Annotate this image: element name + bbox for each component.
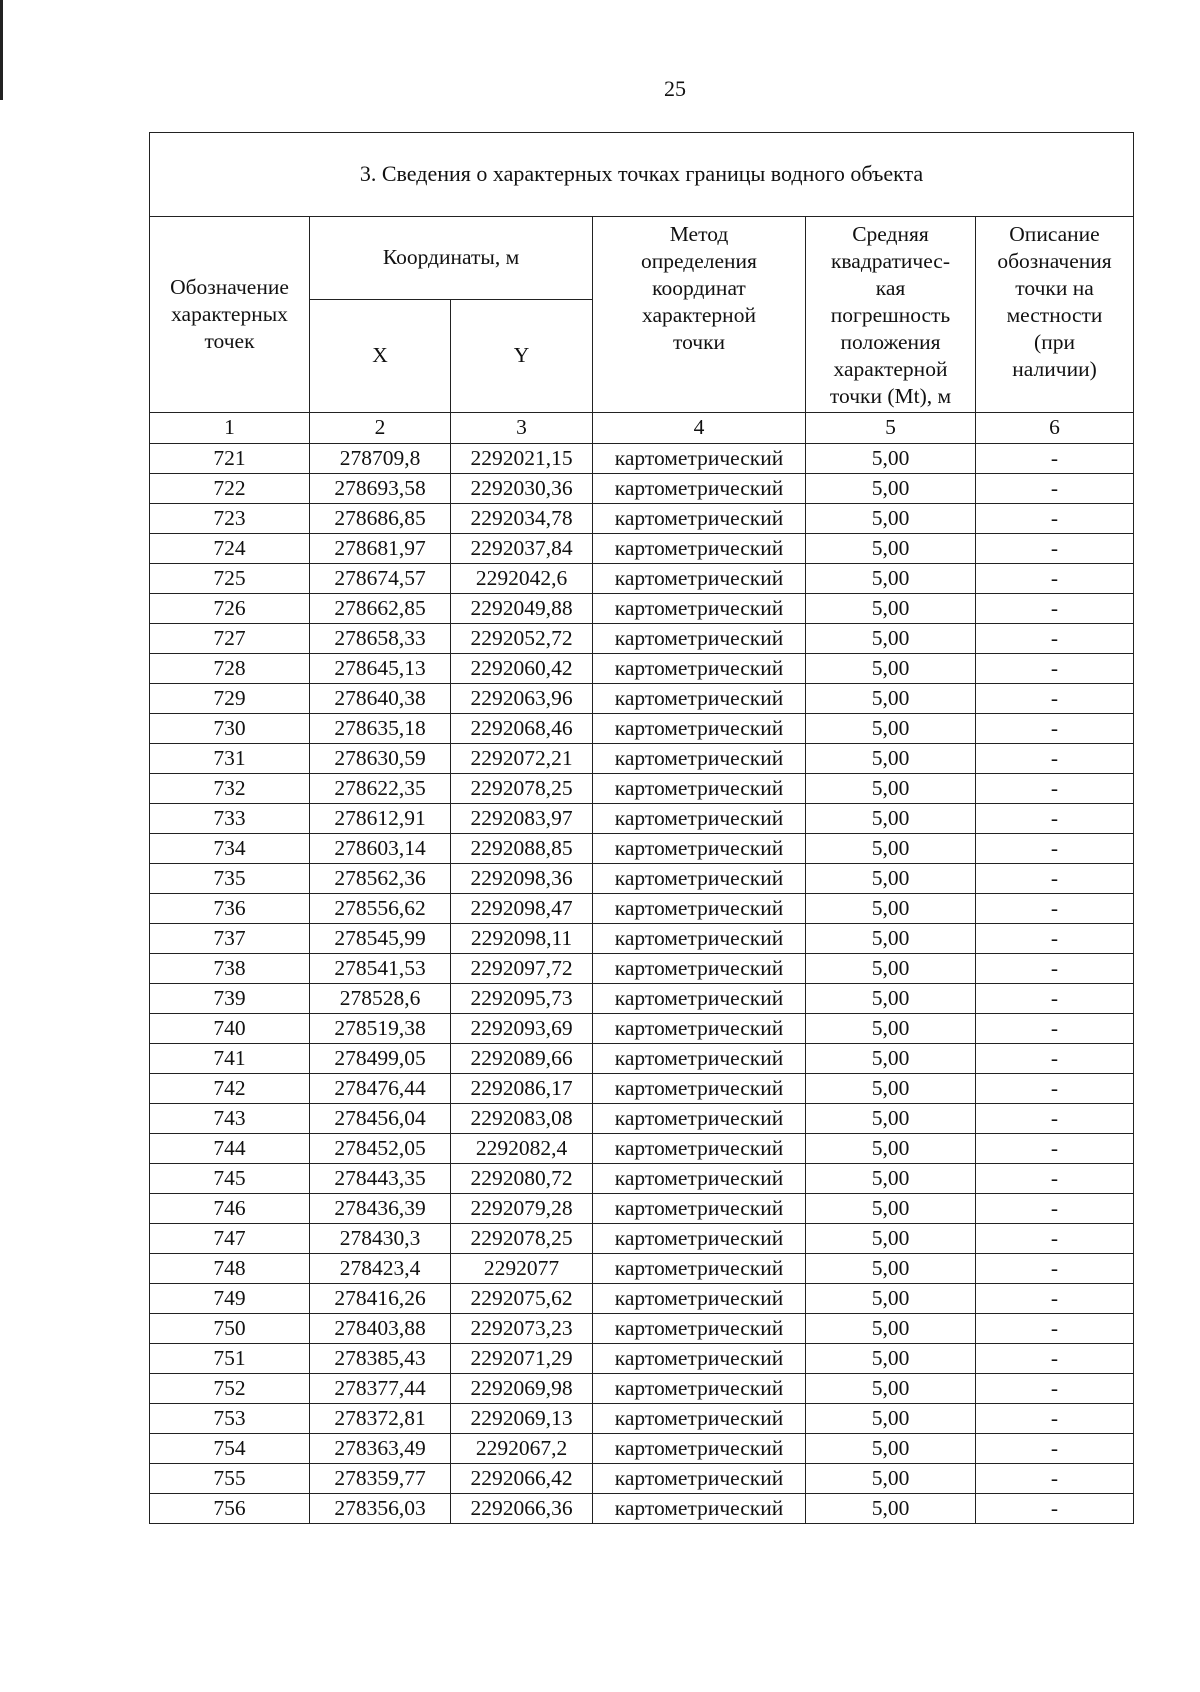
mt-error-cell: 5,00 [806, 1104, 976, 1134]
method-cell: картометрический [593, 684, 806, 714]
x-coordinate-cell: 278519,38 [310, 1014, 451, 1044]
point-id-cell: 735 [150, 864, 310, 894]
x-coordinate-cell: 278528,6 [310, 984, 451, 1014]
table-row [150, 1104, 1134, 1134]
x-coordinate-cell: 278452,05 [310, 1134, 451, 1164]
column-number: 4 [593, 413, 806, 444]
column-number: 6 [976, 413, 1134, 444]
y-coordinate-cell: 2292082,4 [451, 1134, 593, 1164]
method-cell: картометрический [593, 1014, 806, 1044]
x-coordinate-cell: 278363,49 [310, 1434, 451, 1464]
description-cell: - [976, 1314, 1134, 1344]
mt-error-cell: 5,00 [806, 714, 976, 744]
description-cell: - [976, 1494, 1134, 1524]
description-cell: - [976, 1464, 1134, 1494]
description-cell: - [976, 624, 1134, 654]
method-cell: картометрический [593, 1104, 806, 1134]
method-cell: картометрический [593, 1164, 806, 1194]
description-cell: - [976, 1164, 1134, 1194]
x-coordinate-cell: 278385,43 [310, 1344, 451, 1374]
y-coordinate-cell: 2292068,46 [451, 714, 593, 744]
point-id-cell: 753 [150, 1404, 310, 1434]
y-coordinate-cell: 2292077 [451, 1254, 593, 1284]
x-coordinate-cell: 278562,36 [310, 864, 451, 894]
point-id-cell: 739 [150, 984, 310, 1014]
point-id-cell: 728 [150, 654, 310, 684]
method-cell: картометрический [593, 594, 806, 624]
header-description-line: (при [1034, 330, 1075, 354]
y-coordinate-cell: 2292069,98 [451, 1374, 593, 1404]
mt-error-cell: 5,00 [806, 894, 976, 924]
mt-error-cell: 5,00 [806, 1254, 976, 1284]
table-body [150, 444, 1134, 1524]
y-coordinate-cell: 2292098,47 [451, 894, 593, 924]
description-cell: - [976, 1374, 1134, 1404]
point-id-cell: 736 [150, 894, 310, 924]
description-cell: - [976, 804, 1134, 834]
method-cell: картометрический [593, 894, 806, 924]
table-row [150, 834, 1134, 864]
description-cell: - [976, 714, 1134, 744]
header-description-line: точки на [1015, 276, 1094, 300]
y-coordinate-cell: 2292083,97 [451, 804, 593, 834]
table-row [150, 774, 1134, 804]
table-row [150, 1134, 1134, 1164]
mt-error-cell: 5,00 [806, 444, 976, 474]
point-id-cell: 750 [150, 1314, 310, 1344]
table-row [150, 1344, 1134, 1374]
y-coordinate-cell: 2292079,28 [451, 1194, 593, 1224]
point-id-cell: 744 [150, 1134, 310, 1164]
y-coordinate-cell: 2292067,2 [451, 1434, 593, 1464]
column-number: 1 [150, 413, 310, 444]
y-coordinate-cell: 2292098,11 [451, 924, 593, 954]
mt-error-cell: 5,00 [806, 1224, 976, 1254]
x-coordinate-cell: 278416,26 [310, 1284, 451, 1314]
mt-error-cell: 5,00 [806, 594, 976, 624]
point-id-cell: 734 [150, 834, 310, 864]
y-coordinate-cell: 2292095,73 [451, 984, 593, 1014]
point-id-cell: 726 [150, 594, 310, 624]
table-row [150, 474, 1134, 504]
description-cell: - [976, 684, 1134, 714]
x-coordinate-cell: 278499,05 [310, 1044, 451, 1074]
y-coordinate-cell: 2292078,25 [451, 774, 593, 804]
header-error-line: кая [875, 276, 906, 300]
mt-error-cell: 5,00 [806, 564, 976, 594]
method-cell: картометрический [593, 924, 806, 954]
description-cell: - [976, 1074, 1134, 1104]
mt-error-cell: 5,00 [806, 1014, 976, 1044]
mt-error-cell: 5,00 [806, 804, 976, 834]
header-designation-line: характерных [171, 302, 288, 326]
y-coordinate-cell: 2292098,36 [451, 864, 593, 894]
header-designation-line: Обозначение [170, 275, 289, 299]
description-cell: - [976, 444, 1134, 474]
method-cell: картометрический [593, 654, 806, 684]
mt-error-cell: 5,00 [806, 984, 976, 1014]
mt-error-cell: 5,00 [806, 744, 976, 774]
point-id-cell: 751 [150, 1344, 310, 1374]
method-cell: картометрический [593, 474, 806, 504]
description-cell: - [976, 594, 1134, 624]
x-coordinate-cell: 278436,39 [310, 1194, 451, 1224]
x-coordinate-cell: 278635,18 [310, 714, 451, 744]
table-row [150, 1194, 1134, 1224]
mt-error-cell: 5,00 [806, 1494, 976, 1524]
method-cell: картометрический [593, 744, 806, 774]
method-cell: картометрический [593, 1074, 806, 1104]
y-coordinate-cell: 2292021,15 [451, 444, 593, 474]
table-row [150, 894, 1134, 924]
y-coordinate-cell: 2292066,42 [451, 1464, 593, 1494]
method-cell: картометрический [593, 1344, 806, 1374]
y-coordinate-cell: 2292093,69 [451, 1014, 593, 1044]
header-designation [150, 217, 310, 413]
method-cell: картометрический [593, 1314, 806, 1344]
table-row [150, 714, 1134, 744]
header-method [593, 217, 806, 413]
point-id-cell: 746 [150, 1194, 310, 1224]
point-id-cell: 749 [150, 1284, 310, 1314]
boundary-points-table [149, 132, 1134, 1524]
header-description [976, 217, 1134, 413]
table-row [150, 594, 1134, 624]
description-cell: - [976, 504, 1134, 534]
x-coordinate-cell: 278377,44 [310, 1374, 451, 1404]
method-cell: картометрический [593, 1494, 806, 1524]
y-coordinate-cell: 2292073,23 [451, 1314, 593, 1344]
method-cell: картометрический [593, 954, 806, 984]
x-coordinate-cell: 278662,85 [310, 594, 451, 624]
description-cell: - [976, 864, 1134, 894]
table-row [150, 1434, 1134, 1464]
table-row [150, 1284, 1134, 1314]
table-row [150, 1014, 1134, 1044]
mt-error-cell: 5,00 [806, 1284, 976, 1314]
x-coordinate-cell: 278686,85 [310, 504, 451, 534]
header-error [806, 217, 976, 413]
point-id-cell: 743 [150, 1104, 310, 1134]
description-cell: - [976, 1194, 1134, 1224]
x-coordinate-cell: 278356,03 [310, 1494, 451, 1524]
point-id-cell: 721 [150, 444, 310, 474]
y-coordinate-cell: 2292072,21 [451, 744, 593, 774]
y-coordinate-cell: 2292078,25 [451, 1224, 593, 1254]
table-row [150, 1464, 1134, 1494]
table-row [150, 1164, 1134, 1194]
mt-error-cell: 5,00 [806, 954, 976, 984]
method-cell: картометрический [593, 1374, 806, 1404]
table-row [150, 1494, 1134, 1524]
description-cell: - [976, 984, 1134, 1014]
table-row [150, 444, 1134, 474]
description-cell: - [976, 1104, 1134, 1134]
x-coordinate-cell: 278403,88 [310, 1314, 451, 1344]
table-row [150, 1044, 1134, 1074]
description-cell: - [976, 474, 1134, 504]
description-cell: - [976, 1044, 1134, 1074]
method-cell: картометрический [593, 1044, 806, 1074]
point-id-cell: 725 [150, 564, 310, 594]
mt-error-cell: 5,00 [806, 474, 976, 504]
method-cell: картометрический [593, 504, 806, 534]
table-row [150, 564, 1134, 594]
y-coordinate-cell: 2292083,08 [451, 1104, 593, 1134]
mt-error-cell: 5,00 [806, 534, 976, 564]
table-row [150, 654, 1134, 684]
y-coordinate-cell: 2292097,72 [451, 954, 593, 984]
description-cell: - [976, 1014, 1134, 1044]
header-method-line: определения [641, 249, 757, 273]
y-coordinate-cell: 2292075,62 [451, 1284, 593, 1314]
point-id-cell: 729 [150, 684, 310, 714]
method-cell: картометрический [593, 1284, 806, 1314]
description-cell: - [976, 1344, 1134, 1374]
x-coordinate-cell: 278681,97 [310, 534, 451, 564]
column-number: 2 [310, 413, 451, 444]
mt-error-cell: 5,00 [806, 864, 976, 894]
y-coordinate-cell: 2292063,96 [451, 684, 593, 714]
description-cell: - [976, 774, 1134, 804]
point-id-cell: 730 [150, 714, 310, 744]
header-error-line: точки (Mt), м [829, 384, 952, 408]
header-description-line: Описание [1009, 222, 1100, 246]
x-coordinate-cell: 278645,13 [310, 654, 451, 684]
header-designation-line: точек [204, 329, 255, 353]
method-cell: картометрический [593, 624, 806, 654]
method-cell: картометрический [593, 1434, 806, 1464]
page-number: 25 [664, 76, 686, 101]
point-id-cell: 723 [150, 504, 310, 534]
y-coordinate-cell: 2292069,13 [451, 1404, 593, 1434]
y-coordinate-cell: 2292066,36 [451, 1494, 593, 1524]
y-coordinate-cell: 2292086,17 [451, 1074, 593, 1104]
method-cell: картометрический [593, 1254, 806, 1284]
method-cell: картометрический [593, 1134, 806, 1164]
x-coordinate-cell: 278541,53 [310, 954, 451, 984]
x-coordinate-cell: 278423,4 [310, 1254, 451, 1284]
table-row [150, 624, 1134, 654]
x-coordinate-cell: 278476,44 [310, 1074, 451, 1104]
point-id-cell: 732 [150, 774, 310, 804]
boundary-points-table-wrapper [149, 132, 1133, 1524]
method-cell: картометрический [593, 714, 806, 744]
point-id-cell: 754 [150, 1434, 310, 1464]
table-row [150, 1404, 1134, 1434]
mt-error-cell: 5,00 [806, 834, 976, 864]
x-coordinate-cell: 278693,58 [310, 474, 451, 504]
description-cell: - [976, 924, 1134, 954]
mt-error-cell: 5,00 [806, 1374, 976, 1404]
x-coordinate-cell: 278658,33 [310, 624, 451, 654]
y-coordinate-cell: 2292088,85 [451, 834, 593, 864]
description-cell: - [976, 954, 1134, 984]
point-id-cell: 742 [150, 1074, 310, 1104]
method-cell: картометрический [593, 804, 806, 834]
point-id-cell: 756 [150, 1494, 310, 1524]
y-coordinate-cell: 2292042,6 [451, 564, 593, 594]
x-coordinate-cell: 278456,04 [310, 1104, 451, 1134]
point-id-cell: 727 [150, 624, 310, 654]
header-coordinates: Координаты, м [310, 217, 593, 300]
header-description-line: обозначения [997, 249, 1112, 273]
method-cell: картометрический [593, 774, 806, 804]
mt-error-cell: 5,00 [806, 1194, 976, 1224]
mt-error-cell: 5,00 [806, 684, 976, 714]
mt-error-cell: 5,00 [806, 1074, 976, 1104]
method-cell: картометрический [593, 564, 806, 594]
point-id-cell: 747 [150, 1224, 310, 1254]
description-cell: - [976, 1284, 1134, 1314]
header-method-line: координат [652, 276, 746, 300]
method-cell: картометрический [593, 984, 806, 1014]
column-numbers-row [150, 413, 1134, 444]
header-description-line: наличии) [1012, 357, 1097, 381]
table-row [150, 684, 1134, 714]
header-error-line: квадратичес- [830, 249, 951, 273]
method-cell: картометрический [593, 1464, 806, 1494]
mt-error-cell: 5,00 [806, 1164, 976, 1194]
y-coordinate-cell: 2292080,72 [451, 1164, 593, 1194]
point-id-cell: 748 [150, 1254, 310, 1284]
column-number: 5 [806, 413, 976, 444]
mt-error-cell: 5,00 [806, 504, 976, 534]
description-cell: - [976, 1434, 1134, 1464]
description-cell: - [976, 834, 1134, 864]
point-id-cell: 755 [150, 1464, 310, 1494]
x-coordinate-cell: 278359,77 [310, 1464, 451, 1494]
table-row [150, 954, 1134, 984]
header-description-line: местности [1006, 303, 1103, 327]
column-number: 3 [451, 413, 593, 444]
x-coordinate-cell: 278709,8 [310, 444, 451, 474]
section-title-row [150, 133, 1134, 217]
header-error-line: характерной [833, 357, 948, 381]
point-id-cell: 737 [150, 924, 310, 954]
y-coordinate-cell: 2292071,29 [451, 1344, 593, 1374]
description-cell: - [976, 1224, 1134, 1254]
y-coordinate-cell: 2292037,84 [451, 534, 593, 564]
y-coordinate-cell: 2292060,42 [451, 654, 593, 684]
point-id-cell: 733 [150, 804, 310, 834]
x-coordinate-cell: 278674,57 [310, 564, 451, 594]
description-cell: - [976, 534, 1134, 564]
description-cell: - [976, 1254, 1134, 1284]
y-coordinate-cell: 2292034,78 [451, 504, 593, 534]
y-coordinate-cell: 2292030,36 [451, 474, 593, 504]
description-cell: - [976, 564, 1134, 594]
mt-error-cell: 5,00 [806, 1464, 976, 1494]
table-row [150, 1074, 1134, 1104]
x-coordinate-cell: 278640,38 [310, 684, 451, 714]
x-coordinate-cell: 278372,81 [310, 1404, 451, 1434]
mt-error-cell: 5,00 [806, 1344, 976, 1374]
table-row [150, 504, 1134, 534]
header-y: Y [451, 300, 593, 413]
method-cell: картометрический [593, 1404, 806, 1434]
method-cell: картометрический [593, 1194, 806, 1224]
x-coordinate-cell: 278622,35 [310, 774, 451, 804]
mt-error-cell: 5,00 [806, 1044, 976, 1074]
table-row [150, 924, 1134, 954]
header-error-line: положения [840, 330, 941, 354]
method-cell: картометрический [593, 534, 806, 564]
header-error-line: погрешность [830, 303, 951, 327]
method-cell: картометрический [593, 864, 806, 894]
x-coordinate-cell: 278612,91 [310, 804, 451, 834]
table-row [150, 1374, 1134, 1404]
section-title: 3. Сведения о характерных точках границы водного объекта [150, 133, 1134, 217]
description-cell: - [976, 744, 1134, 774]
mt-error-cell: 5,00 [806, 1134, 976, 1164]
mt-error-cell: 5,00 [806, 774, 976, 804]
point-id-cell: 752 [150, 1374, 310, 1404]
mt-error-cell: 5,00 [806, 1314, 976, 1344]
table-row [150, 1314, 1134, 1344]
point-id-cell: 722 [150, 474, 310, 504]
header-error-line: Средняя [852, 222, 929, 246]
point-id-cell: 741 [150, 1044, 310, 1074]
header-x: X [310, 300, 451, 413]
method-cell: картометрический [593, 444, 806, 474]
x-coordinate-cell: 278630,59 [310, 744, 451, 774]
y-coordinate-cell: 2292052,72 [451, 624, 593, 654]
header-method-line: Метод [669, 222, 729, 246]
header-method-line: точки [672, 330, 726, 354]
method-cell: картометрический [593, 834, 806, 864]
point-id-cell: 731 [150, 744, 310, 774]
header-method-line: характерной [642, 303, 756, 327]
point-id-cell: 740 [150, 1014, 310, 1044]
x-coordinate-cell: 278443,35 [310, 1164, 451, 1194]
mt-error-cell: 5,00 [806, 654, 976, 684]
header-row-1 [150, 217, 1134, 300]
point-id-cell: 745 [150, 1164, 310, 1194]
x-coordinate-cell: 278545,99 [310, 924, 451, 954]
description-cell: - [976, 1404, 1134, 1434]
mt-error-cell: 5,00 [806, 624, 976, 654]
table-row [150, 1254, 1134, 1284]
table-row [150, 744, 1134, 774]
y-coordinate-cell: 2292089,66 [451, 1044, 593, 1074]
table-row [150, 804, 1134, 834]
point-id-cell: 738 [150, 954, 310, 984]
table-row [150, 984, 1134, 1014]
point-id-cell: 724 [150, 534, 310, 564]
x-coordinate-cell: 278603,14 [310, 834, 451, 864]
mt-error-cell: 5,00 [806, 1404, 976, 1434]
table-row [150, 534, 1134, 564]
method-cell: картометрический [593, 1224, 806, 1254]
table-row [150, 1224, 1134, 1254]
x-coordinate-cell: 278556,62 [310, 894, 451, 924]
x-coordinate-cell: 278430,3 [310, 1224, 451, 1254]
description-cell: - [976, 1134, 1134, 1164]
table-row [150, 864, 1134, 894]
y-coordinate-cell: 2292049,88 [451, 594, 593, 624]
description-cell: - [976, 894, 1134, 924]
description-cell: - [976, 654, 1134, 684]
mt-error-cell: 5,00 [806, 924, 976, 954]
mt-error-cell: 5,00 [806, 1434, 976, 1464]
